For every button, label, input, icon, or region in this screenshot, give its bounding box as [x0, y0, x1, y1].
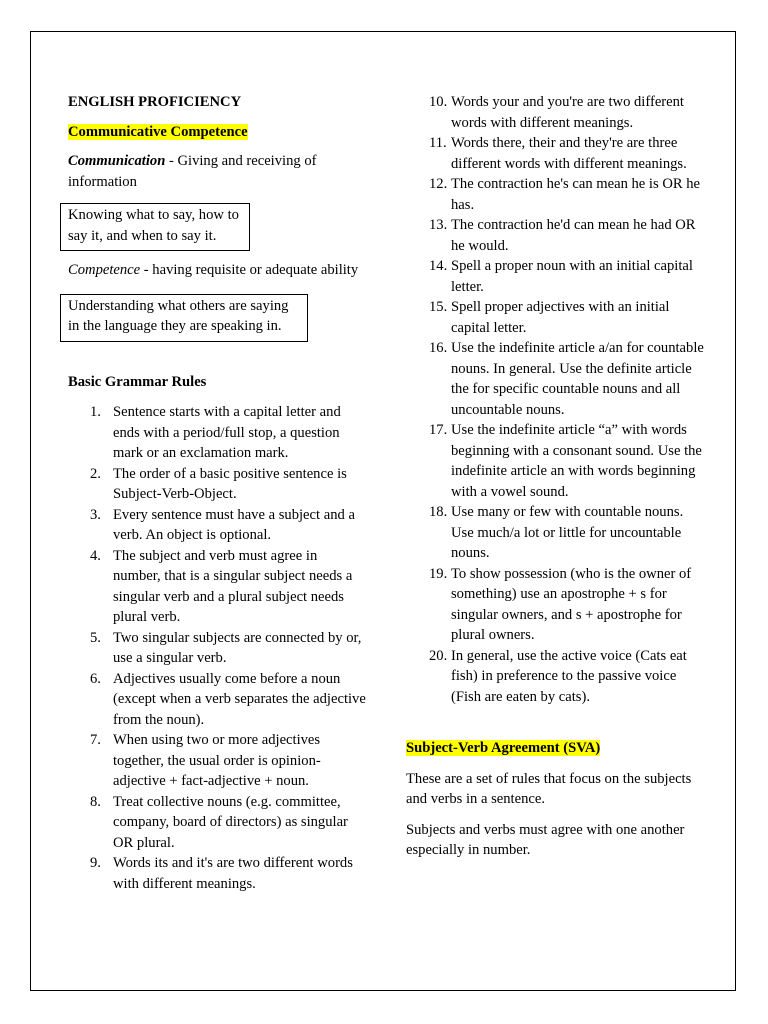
list-item-text: Adjectives usually come before a noun (except when a verb separates the adjective from the noun).: [113, 670, 366, 728]
sva-heading: [406, 738, 706, 759]
communicative-competence-heading: [68, 122, 368, 143]
list-item: [406, 215, 706, 256]
list-item-text: Words your and you're are two different words with different meanings.: [451, 94, 684, 131]
list-item-number: 12.: [429, 176, 448, 192]
list-item-text: Treat collective nouns (e.g. committee, company, board of directors) as singular OR plural.: [113, 793, 348, 851]
communication-definition-text: - Giving and receiving of information: [68, 153, 317, 190]
list-item-text: When using two or more adjectives together, the usual order is opinion-adjective + fact-adjective + noun.: [113, 732, 321, 789]
communication-definition: [68, 151, 368, 192]
list-item: [68, 669, 368, 731]
list-item-text: Two singular subjects are connected by or, use a singular verb.: [113, 629, 362, 666]
list-item-text: Words its and it's are two different words with different meanings.: [113, 855, 353, 892]
list-item-text: Use the indefinite article “a” with words beginning with a consonant sound. Use the indefinite article an with words beginning with a vowel sound.: [451, 422, 702, 500]
list-item-number: 15.: [429, 299, 448, 315]
list-item: [68, 792, 368, 854]
list-item: [68, 464, 368, 505]
list-item-number: 3.: [90, 506, 101, 523]
list-item-text: Use the indefinite article a/an for countable nouns. In general. Use the definite article the for specific countable nouns and all uncountable nouns.: [451, 340, 704, 418]
list-item-number: 6.: [90, 670, 101, 687]
sva-paragraph-2: Subjects and verbs must agree with one another especially in number.: [406, 821, 685, 858]
list-item-text: In general, use the active voice (Cats eat fish) in preference to the passive voice (Fish are eaten by cats).: [451, 647, 687, 705]
list-item: [406, 646, 706, 708]
list-item: [68, 730, 368, 792]
list-item: [68, 628, 368, 669]
competence-term: Competence: [68, 262, 141, 278]
communication-term: Communication: [68, 153, 166, 169]
list-item-text: To show possession (who is the owner of something) use an apostrophe + s for singular owners, and s + apostrophe for plural owners.: [451, 565, 692, 643]
list-item: [406, 420, 706, 502]
list-item-number: 20.: [429, 647, 448, 664]
left-column: [68, 92, 368, 894]
list-item-text: Every sentence must have a subject and a verb. An object is optional.: [113, 506, 355, 543]
right-column: [406, 92, 706, 861]
list-item: [406, 256, 706, 297]
list-item: [68, 505, 368, 546]
list-item-text: Spell proper adjectives with an initial capital letter.: [451, 299, 670, 336]
list-item-text: The subject and verb must agree in number, that is a singular subject needs a singular verb and a plural subject needs plural verb.: [113, 547, 353, 625]
list-item: [406, 133, 706, 174]
list-item-text: The contraction he'd can mean he had OR he would.: [451, 217, 696, 254]
list-item: [406, 174, 706, 215]
list-item: [406, 297, 706, 338]
list-item: [406, 564, 706, 646]
list-item: [406, 92, 706, 133]
list-item-number: 4.: [90, 547, 101, 564]
list-item-number: 13.: [429, 217, 448, 233]
boxed-note-knowing: Knowing what to say, how to say it, and when to say it.: [60, 203, 250, 251]
list-item-number: 9.: [90, 855, 101, 871]
list-item: [406, 502, 706, 564]
list-item-number: 8.: [90, 793, 101, 810]
boxed-note-understanding: Understanding what others are saying in the language they are speaking in.: [60, 294, 308, 342]
grammar-rules-list-left: [68, 402, 368, 894]
list-item: [68, 853, 368, 894]
list-item-number: 10.: [429, 94, 448, 110]
competence-definition-text: - having requisite or adequate ability: [140, 262, 359, 278]
list-item-number: 19.: [429, 565, 448, 582]
grammar-rules-heading: Basic Grammar Rules: [68, 373, 207, 390]
list-item-number: 11.: [429, 135, 447, 151]
list-item-text: The order of a basic positive sentence is Subject-Verb-Object.: [113, 465, 347, 502]
list-item-number: 16.: [429, 340, 448, 356]
document-title: ENGLISH PROFICIENCY: [68, 94, 242, 110]
list-item-number: 7.: [90, 732, 101, 748]
list-item-text: Sentence starts with a capital letter and ends with a period/full stop, a question mark or an exclamation mark.: [113, 404, 341, 461]
list-item-text: Words there, their and they're are three different words with different meanings.: [451, 135, 687, 172]
list-item-number: 17.: [429, 422, 448, 438]
competence-definition: [68, 260, 368, 281]
highlighted-sva-heading: Subject-Verb Agreement (SVA): [406, 740, 601, 756]
list-item-number: 2.: [90, 465, 101, 482]
list-item-number: 1.: [90, 404, 101, 420]
sva-paragraph-1: These are a set of rules that focus on the subjects and verbs in a sentence.: [406, 770, 692, 807]
list-item-text: The contraction he's can mean he is OR he has.: [451, 176, 701, 213]
list-item-number: 18.: [429, 504, 448, 520]
highlighted-heading: Communicative Competence: [68, 123, 248, 140]
list-item-number: 14.: [429, 258, 448, 274]
list-item-text: Use many or few with countable nouns. Use much/a lot or little for uncountable nouns.: [451, 504, 684, 561]
grammar-rules-list-right: [406, 92, 706, 707]
list-item: [406, 338, 706, 420]
list-item: [68, 402, 368, 464]
list-item: [68, 546, 368, 628]
list-item-number: 5.: [90, 629, 101, 646]
list-item-text: Spell a proper noun with an initial capital letter.: [451, 258, 693, 295]
